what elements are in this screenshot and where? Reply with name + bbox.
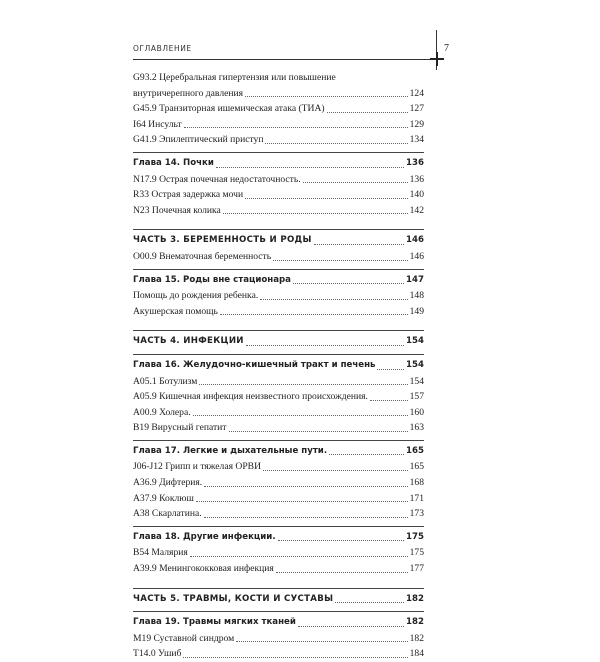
toc-entry-text: M19 Суставной синдром bbox=[133, 632, 235, 644]
toc-chapter-page: 175 bbox=[406, 531, 424, 542]
toc-part-page: 146 bbox=[406, 235, 424, 246]
toc-chapter[interactable] bbox=[133, 615, 424, 631]
toc-entry-text: Акушерская помощь bbox=[133, 305, 218, 317]
dot-leader bbox=[216, 167, 404, 168]
dot-leader bbox=[204, 517, 408, 518]
toc-entry-text: A37.9 Коклюш bbox=[133, 492, 194, 504]
toc-entry-page: 163 bbox=[409, 422, 424, 434]
dot-leader bbox=[303, 182, 408, 183]
toc-chapter-title: Глава 17. Легкие и дыхательные пути. bbox=[133, 445, 328, 456]
toc-entry-text: I64 Инсульт bbox=[133, 118, 182, 130]
toc-part-title: ЧАСТЬ 5. ТРАВМЫ, КОСТИ И СУСТАВЫ bbox=[133, 593, 334, 604]
page-number: 7 bbox=[444, 43, 449, 54]
toc-entry-text: G45.9 Транзиторная ишемическая атака (ТИА) bbox=[133, 103, 325, 115]
toc-chapter[interactable] bbox=[133, 358, 424, 374]
toc-chapter[interactable] bbox=[133, 273, 424, 289]
toc-entry[interactable] bbox=[133, 506, 424, 522]
toc-entry-text: R33 Острая задержка мочи bbox=[133, 189, 244, 201]
dot-leader bbox=[223, 213, 408, 214]
toc-entry-text: A38 Скарлатина. bbox=[133, 508, 202, 520]
dot-leader bbox=[370, 400, 408, 401]
dot-leader bbox=[265, 143, 407, 144]
section-gap bbox=[133, 218, 424, 225]
toc-entry[interactable] bbox=[133, 459, 424, 475]
toc-entry-text: O00.9 Внематочная беременность bbox=[133, 250, 272, 262]
dot-leader bbox=[293, 283, 404, 284]
toc-chapter-page: 165 bbox=[406, 445, 424, 456]
toc-entry[interactable] bbox=[133, 374, 424, 390]
toc-entry-page: 165 bbox=[409, 461, 424, 473]
section-divider bbox=[133, 269, 424, 270]
dot-leader bbox=[183, 657, 407, 658]
dot-leader bbox=[193, 415, 408, 416]
section-divider bbox=[133, 440, 424, 441]
toc-entry-text: B54 Малярия bbox=[133, 547, 188, 559]
dot-leader bbox=[245, 96, 408, 97]
toc-entry-page: 177 bbox=[409, 563, 424, 575]
dot-leader bbox=[220, 314, 408, 315]
toc-entry[interactable] bbox=[133, 545, 424, 561]
toc-chapter[interactable] bbox=[133, 530, 424, 546]
section-divider bbox=[133, 611, 424, 612]
toc-entry-page: 134 bbox=[409, 134, 424, 146]
toc-entry-page: 184 bbox=[409, 648, 424, 660]
toc-chapter-page: 147 bbox=[406, 274, 424, 285]
section-divider bbox=[133, 526, 424, 527]
toc-entry[interactable] bbox=[133, 420, 424, 436]
dot-leader bbox=[246, 345, 404, 346]
toc-entry[interactable] bbox=[133, 288, 424, 304]
toc-entry[interactable] bbox=[133, 249, 424, 265]
toc-entry[interactable] bbox=[133, 117, 424, 133]
dot-leader bbox=[327, 112, 408, 113]
toc-entry-page: 157 bbox=[409, 391, 424, 403]
table-of-contents bbox=[133, 70, 424, 662]
toc-entry[interactable] bbox=[133, 405, 424, 421]
dot-leader bbox=[190, 556, 408, 557]
toc-entry-page: 154 bbox=[409, 375, 424, 387]
dot-leader bbox=[199, 384, 407, 385]
dot-leader bbox=[204, 486, 407, 487]
toc-entry-page: 146 bbox=[409, 250, 424, 262]
section-divider bbox=[133, 588, 424, 589]
toc-entry[interactable] bbox=[133, 86, 424, 102]
dot-leader bbox=[298, 626, 404, 627]
toc-entry-page: 148 bbox=[409, 290, 424, 302]
dot-leader bbox=[229, 431, 408, 432]
section-divider bbox=[133, 229, 424, 230]
toc-entry[interactable] bbox=[133, 304, 424, 320]
toc-chapter-page: 182 bbox=[406, 617, 424, 628]
section-gap bbox=[133, 319, 424, 326]
toc-entry-page: 175 bbox=[409, 547, 424, 559]
running-header-title: ОГЛАВЛЕНИЕ bbox=[133, 44, 192, 53]
toc-entry[interactable] bbox=[133, 389, 424, 405]
header-rule bbox=[133, 59, 436, 60]
toc-entry-text: G93.2 Церебральная гипертензия или повышение bbox=[133, 72, 336, 83]
dot-leader bbox=[377, 369, 404, 370]
dot-leader bbox=[196, 501, 408, 502]
toc-chapter-page: 136 bbox=[406, 157, 424, 168]
section-divider bbox=[133, 152, 424, 153]
toc-chapter-page: 154 bbox=[406, 359, 424, 370]
toc-entry-text: A00.9 Холера. bbox=[133, 406, 191, 418]
toc-entry-page: 124 bbox=[409, 87, 424, 99]
toc-entry-page: 149 bbox=[409, 305, 424, 317]
toc-entry-text: A05.1 Ботулизм bbox=[133, 375, 198, 387]
toc-entry-page: 171 bbox=[409, 492, 424, 504]
dot-leader bbox=[245, 198, 407, 199]
dot-leader bbox=[314, 244, 404, 245]
dot-leader bbox=[278, 540, 404, 541]
toc-entry-text: B19 Вирусный гепатит bbox=[133, 422, 227, 434]
toc-part[interactable] bbox=[133, 334, 424, 350]
toc-chapter[interactable] bbox=[133, 444, 424, 460]
toc-entry-text: A39.9 Менингококковая инфекция bbox=[133, 563, 274, 575]
dot-leader bbox=[329, 454, 404, 455]
toc-part[interactable] bbox=[133, 233, 424, 249]
crosshair-mark-icon bbox=[427, 49, 447, 69]
toc-entry-page: 140 bbox=[409, 189, 424, 201]
toc-entry[interactable] bbox=[133, 203, 424, 219]
dot-leader bbox=[184, 127, 408, 128]
section-gap bbox=[133, 577, 424, 584]
toc-entry-text: J06-J12 Грипп и тяжелая ОРВИ bbox=[133, 461, 262, 473]
section-divider bbox=[133, 330, 424, 331]
toc-chapter-title: Глава 19. Травмы мягких тканей bbox=[133, 617, 296, 628]
toc-entry[interactable] bbox=[133, 561, 424, 577]
toc-entry-page: 160 bbox=[409, 406, 424, 418]
toc-entry-text: A05.9 Кишечная инфекция неизвестного происхождения. bbox=[133, 391, 368, 403]
dot-leader bbox=[260, 299, 407, 300]
toc-entry-page: 173 bbox=[409, 508, 424, 520]
toc-chapter-title: Глава 16. Желудочно-кишечный тракт и печень bbox=[133, 359, 376, 370]
dot-leader bbox=[276, 572, 408, 573]
toc-entry[interactable] bbox=[133, 101, 424, 117]
toc-entry-text: N17.9 Острая почечная недостаточность. bbox=[133, 173, 301, 185]
toc-entry-page: 129 bbox=[409, 118, 424, 130]
dot-leader bbox=[236, 641, 407, 642]
toc-entry[interactable] bbox=[133, 475, 424, 491]
section-divider bbox=[133, 354, 424, 355]
toc-entry[interactable] bbox=[133, 172, 424, 188]
toc-part-title: ЧАСТЬ 3. БЕРЕМЕННОСТЬ И РОДЫ bbox=[133, 235, 312, 246]
toc-entry-text: Помощь до рождения ребенка. bbox=[133, 290, 259, 302]
toc-chapter-title: Глава 14. Почки bbox=[133, 157, 214, 168]
toc-part-title: ЧАСТЬ 4. ИНФЕКЦИИ bbox=[133, 336, 244, 347]
toc-entry-page: 127 bbox=[409, 103, 424, 115]
toc-entry[interactable] bbox=[133, 646, 424, 662]
toc-entry-text: A36.9 Дифтерия. bbox=[133, 477, 203, 489]
toc-entry-page: 136 bbox=[409, 173, 424, 185]
toc-part[interactable] bbox=[133, 592, 424, 608]
toc-entry-text: N23 Почечная колика bbox=[133, 204, 221, 216]
toc-entry[interactable] bbox=[133, 631, 424, 647]
toc-entry-text: внутричерепного давления bbox=[133, 87, 244, 99]
toc-entry-text: T14.0 Ушиб bbox=[133, 648, 182, 660]
dot-leader bbox=[335, 602, 404, 603]
toc-entry-page: 168 bbox=[409, 477, 424, 489]
toc-entry[interactable] bbox=[133, 187, 424, 203]
toc-part-page: 182 bbox=[406, 593, 424, 604]
dot-leader bbox=[273, 260, 408, 261]
toc-entry-page: 142 bbox=[409, 204, 424, 216]
toc-entry-text: G41.9 Эпилептический приступ bbox=[133, 134, 264, 146]
toc-entry[interactable] bbox=[133, 491, 424, 507]
toc-entry-page: 182 bbox=[409, 632, 424, 644]
toc-entry[interactable] bbox=[133, 132, 424, 148]
toc-part-page: 154 bbox=[406, 336, 424, 347]
toc-chapter-title: Глава 18. Другие инфекции. bbox=[133, 531, 276, 542]
dot-leader bbox=[263, 470, 408, 471]
toc-chapter-title: Глава 15. Роды вне стационара bbox=[133, 274, 291, 285]
toc-chapter[interactable] bbox=[133, 156, 424, 172]
